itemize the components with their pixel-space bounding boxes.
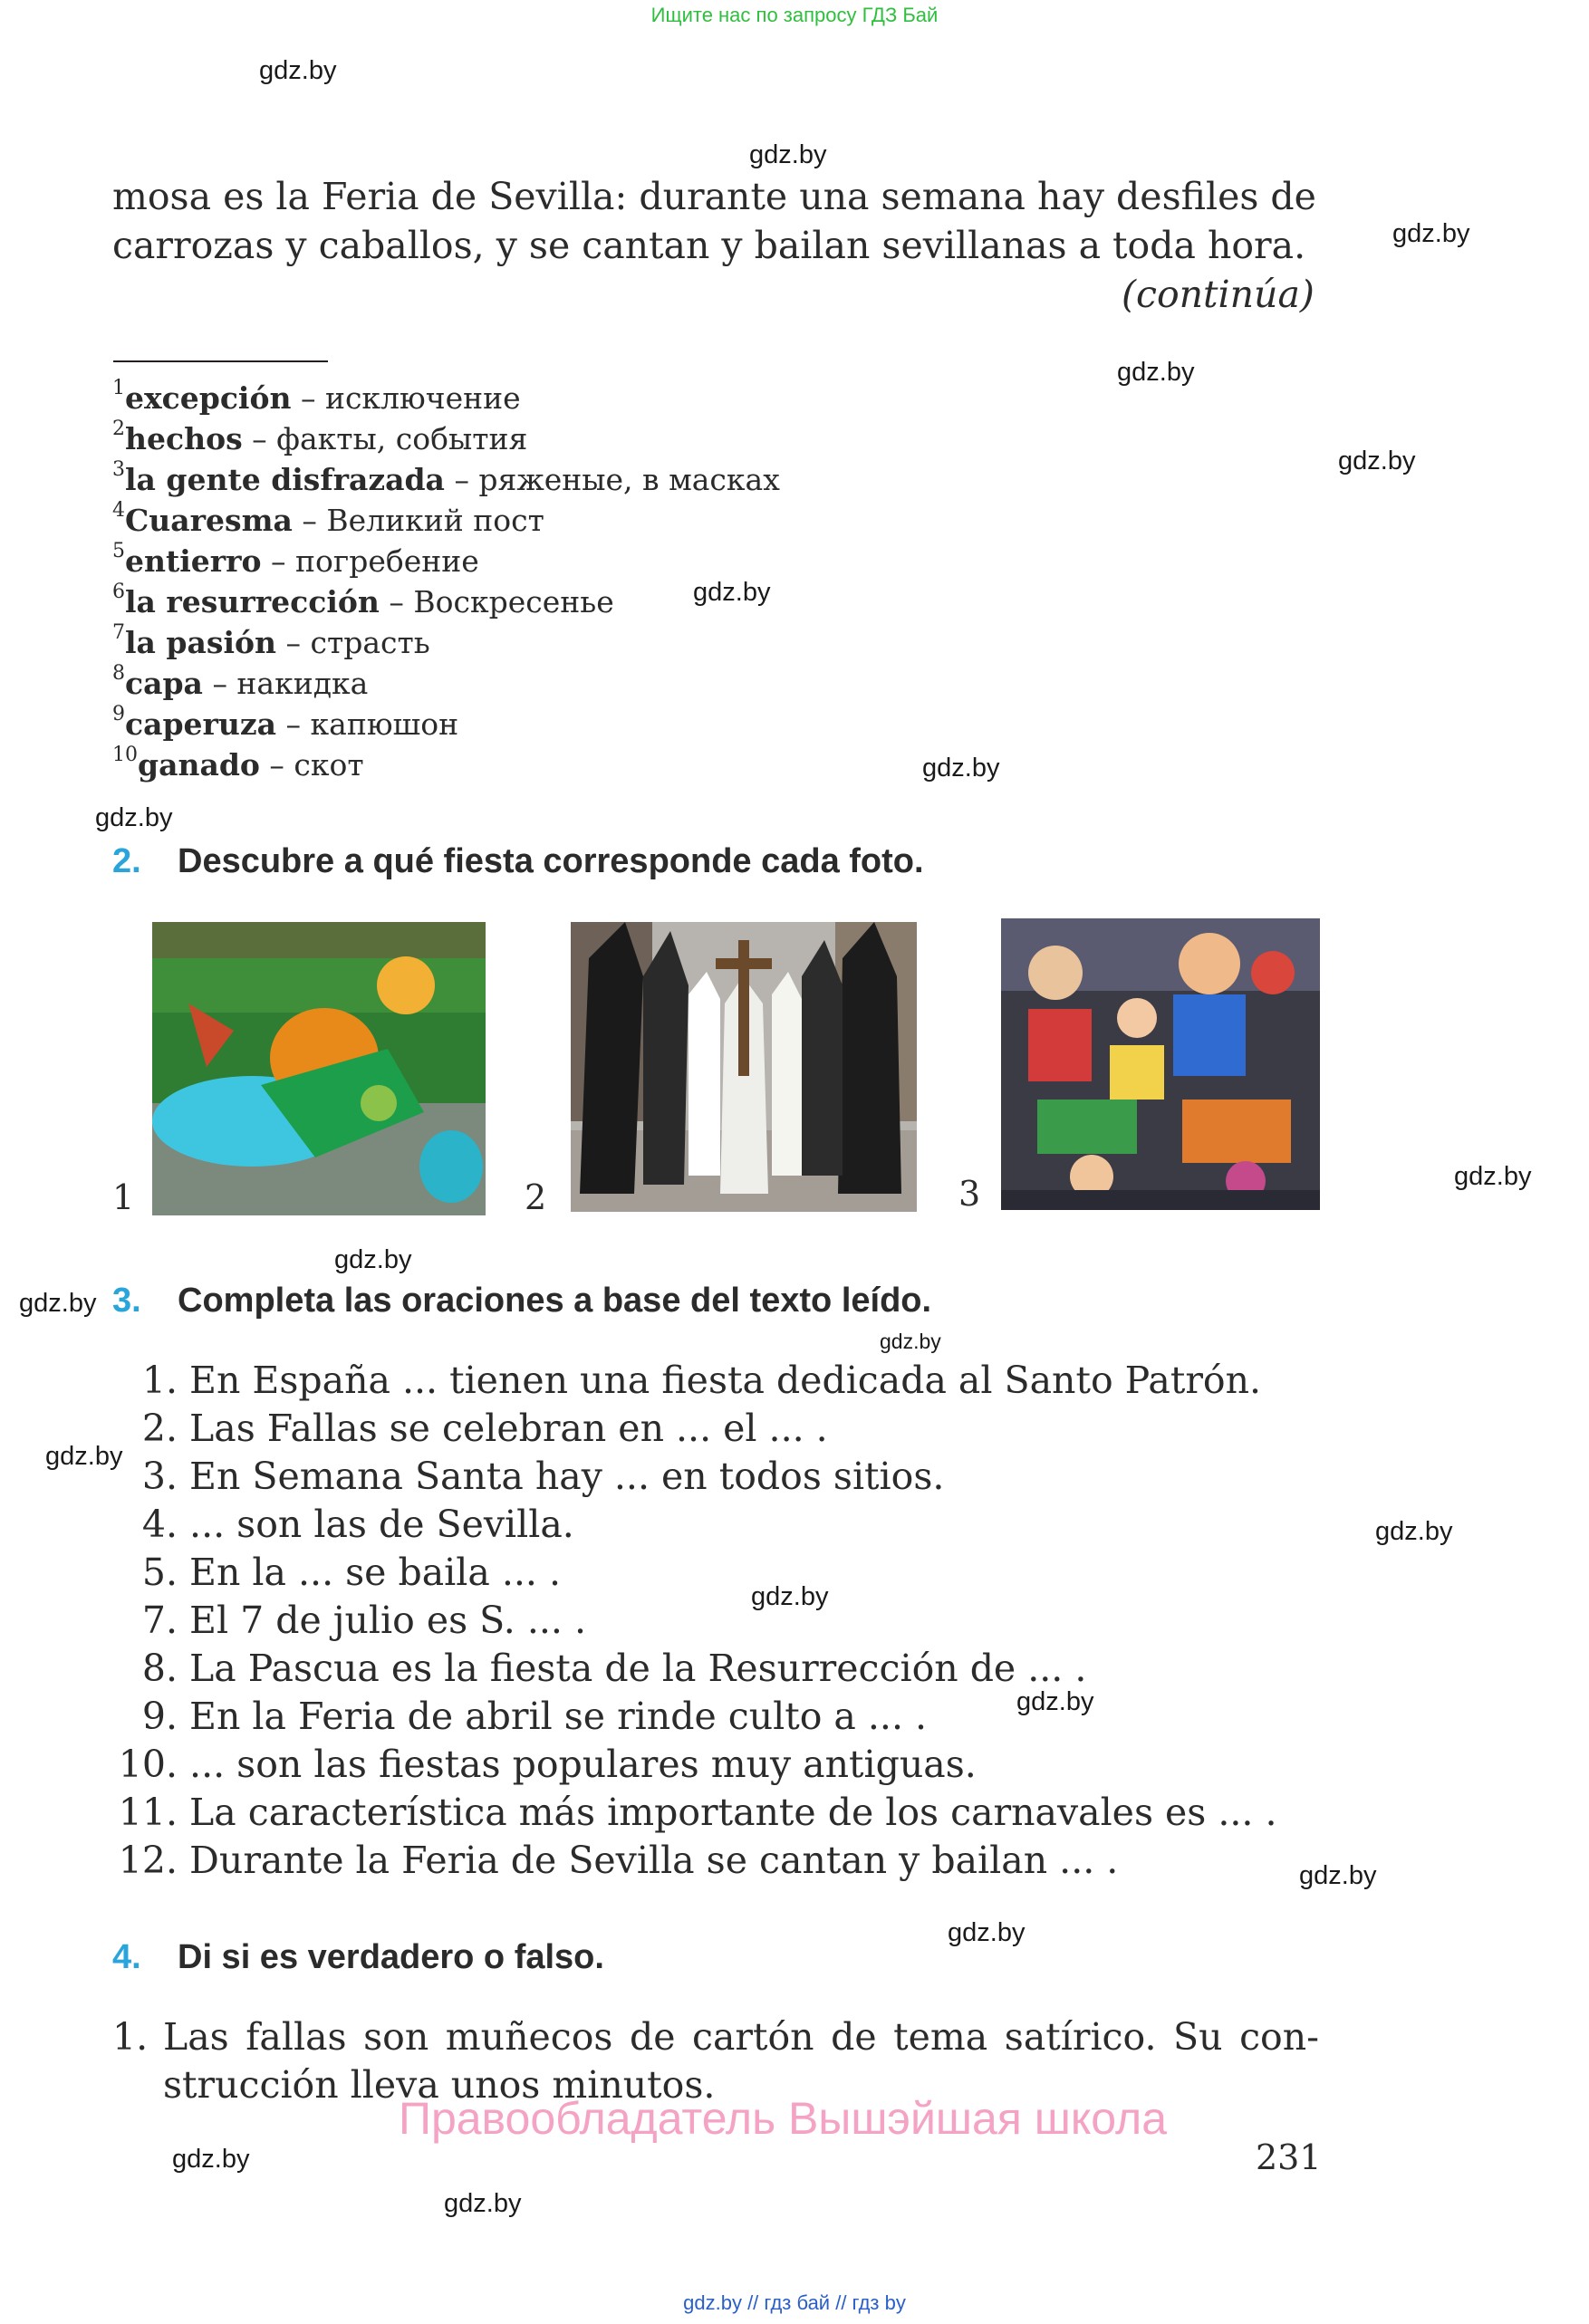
list-item: 4. ... son las de Sevilla. <box>141 1503 574 1546</box>
watermark: gdz.by <box>948 1918 1026 1947</box>
watermark: gdz.by <box>1338 447 1416 475</box>
footnote: $^9$caperuza – капюшон <box>112 703 459 742</box>
photo-3-number: 3 <box>958 1174 981 1214</box>
footnote: $^5$entierro – погребение <box>112 540 479 579</box>
copyright-notice: Правообладатель Вышэйшая школа <box>399 2093 1167 2144</box>
exercise-4-item-line-2: strucción lleva unos minutos. <box>163 2063 716 2107</box>
watermark: gdz.by <box>922 754 1000 783</box>
exercise-4-item-line-1: Las fallas son muñecos de cartón de tema satírico. Su con- <box>163 2015 1319 2059</box>
intro-line-2: carrozas y caballos, y se cantan y bailan sevillanas a toda hora. <box>112 224 1306 267</box>
footnote: $^{10}$ganado – скот <box>112 744 364 783</box>
watermark: gdz.by <box>1375 1517 1453 1546</box>
exercise-2-number: 2. <box>112 842 141 880</box>
intro-line-1: mosa es la Feria de Sevilla: durante una semana hay desfiles de <box>112 175 1316 218</box>
footnote: $^1$excepción – исключение <box>112 377 521 416</box>
watermark: gdz.by <box>1117 358 1195 387</box>
footnote: $^4$Cuaresma – Великий пост <box>112 499 544 538</box>
list-item: 7. El 7 de julio es S. ... . <box>141 1599 587 1642</box>
list-item: 10. ... son las fiestas populares muy antiguas. <box>118 1743 977 1786</box>
watermark: gdz.by <box>751 1582 829 1611</box>
watermark: gdz.by <box>334 1245 412 1274</box>
exercise-2-title: Descubre a qué fiesta corresponde cada foto. <box>178 842 924 880</box>
page-number: 231 <box>1256 2137 1322 2177</box>
watermark: gdz.by <box>95 803 173 832</box>
watermark: gdz.by <box>19 1289 97 1318</box>
exercise-4-number: 4. <box>112 1938 141 1976</box>
footnote: $^7$la pasión – страсть <box>112 621 430 660</box>
watermark: gdz.by <box>880 1330 941 1353</box>
watermark: gdz.by <box>1454 1162 1532 1191</box>
footnote: $^3$la gente disfrazada – ряженые, в масках <box>112 458 780 497</box>
watermark: gdz.by <box>749 140 827 169</box>
exercise-4-title: Di si es verdadero o falso. <box>178 1938 604 1976</box>
fallas-figures-photo <box>1001 918 1320 1210</box>
exercise-3-number: 3. <box>112 1282 141 1320</box>
exercise-4-item-number: 1. <box>112 2015 149 2059</box>
list-item: 12. Durante la Feria de Sevilla se cantan y bailan ... . <box>118 1839 1119 1882</box>
watermark: gdz.by <box>45 1442 123 1471</box>
bottom-links[interactable]: gdz.by // гдз бай // гдз by <box>683 2291 906 2314</box>
watermark: gdz.by <box>172 2145 250 2174</box>
top-banner[interactable]: Ищите нас по запросу ГДЗ Бай <box>650 4 939 26</box>
watermark: gdz.by <box>1299 1861 1377 1890</box>
watermark: gdz.by <box>444 2189 522 2218</box>
list-item: 9. En la Feria de abril se rinde culto a ... . <box>141 1695 928 1738</box>
watermark: gdz.by <box>1016 1687 1094 1716</box>
list-item: 8. La Pascua es la fiesta de la Resurrección de ... . <box>141 1647 1087 1690</box>
footnote-divider <box>113 360 328 362</box>
watermark: gdz.by <box>693 578 771 607</box>
continua-label: (continúa) <box>1122 273 1315 316</box>
holy-week-procession-photo <box>571 922 917 1212</box>
watermark: gdz.by <box>259 56 337 85</box>
watermark: gdz.by <box>1392 219 1470 248</box>
carnival-float-photo <box>152 922 486 1215</box>
photo-2-number: 2 <box>525 1177 547 1217</box>
photo-1-number: 1 <box>112 1177 135 1217</box>
list-item: 3. En Semana Santa hay ... en todos sitios. <box>141 1455 945 1498</box>
footnote: $^8$capa – накидка <box>112 662 369 701</box>
exercise-3-title: Completa las oraciones a base del texto leído. <box>178 1282 932 1320</box>
list-item: 5. En la ... se baila ... . <box>141 1551 562 1594</box>
footnote: $^2$hechos – факты, события <box>112 418 528 456</box>
list-item: 11. La característica más importante de los carnavales es ... . <box>118 1791 1277 1834</box>
list-item: 2. Las Fallas se celebran en ... el ... . <box>141 1407 828 1450</box>
list-item: 1. En España ... tienen una fiesta dedicada al Santo Patrón. <box>141 1359 1262 1402</box>
footnote: $^6$la resurrección – Воскресенье <box>112 581 614 619</box>
